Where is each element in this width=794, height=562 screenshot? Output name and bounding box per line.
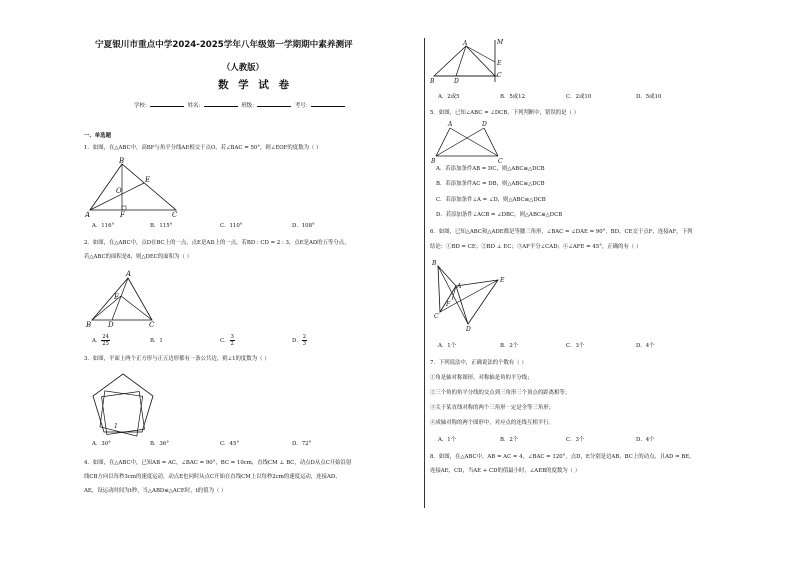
q2-option-d-fraction [302,334,307,347]
q7-stem: 7．下列说法中，正确说法的个数有（ ） [430,360,527,366]
q4-option-a[interactable]: A．2或5 [438,94,460,100]
school-blank[interactable] [150,101,184,107]
q6-label-d: D [466,326,471,333]
q1-option-a[interactable]: A．116° [92,223,115,229]
q5-option-c[interactable]: C．若添加条件∠A = ∠D，则△ABC≌△DCB [436,197,546,203]
q8-line1: 8．如图，在△ABC中，AB = AC = 4，∠BAC = 120°，点D，E分别是边AB，BC上的动点，且AD = BE， [430,454,695,460]
q7-option-d[interactable]: D．4个 [636,437,655,443]
q1-label-a: A [85,211,91,219]
exam-subtitle: （人教版） [222,62,264,72]
q6-label-f: F [446,301,451,308]
q7-item-2: ②三个角的角平分线的交点到三角形三个顶点的距离相等； [430,390,571,396]
q2-frac-c-den: 2 [230,341,234,347]
q6-label-e: E [500,277,505,284]
q5-label-a: A [448,121,453,128]
q1-figure [84,156,184,218]
q4-label-e: E [497,60,502,67]
q4-label-b: B [430,78,435,85]
q4-label-m: M [497,39,504,46]
q2-option-b[interactable]: B．1 [150,338,163,344]
q6-figure [432,258,516,334]
field-class: 班级： [241,103,258,109]
q5-stem: 5．如图，已知∠ABC = ∠DCB，下列判断中，错误的是（ ） [430,110,580,116]
q6-line2: 结论：①BD = CE；②BD ⊥ EC；③AF平分∠CAD；④∠AFE = 45°，正确的有（ ） [430,244,642,250]
field-id: 考号： [294,103,312,109]
q1-label-f: F [120,211,125,219]
q2-label-a: A [126,270,132,278]
exam-title: 宁夏银川市重点中学2024-2025学年八年级第一学期期中素养测评 [95,40,353,50]
exam-name: 数 学 试 卷 [218,79,292,91]
q5-label-d: D [482,121,487,128]
q5-option-d[interactable]: D．若添加条件∠ACB = ∠DBC，则△ABC≌△DCB [436,212,563,218]
q4-line1: 4．如图，在△ABC中，已知AB = AC，∠BAC = 90°，BC = 10cm，直线CM ⊥ BC，动点D从点C开始沿射 [84,460,352,466]
q4-line2: 线CB方向以每秒3cm的速度运动，动点E也同时从点C开始在直线CM上以每秒2cm的速度运动，连接AD、 [84,474,341,480]
q2-stem-line1: 2．如图，在△ABC中，点D在BC上的一点，点E是AD上的一点，若BD : CD = 2 : 3，点E是AD的五等分点， [84,240,350,246]
name-blank[interactable] [204,101,238,107]
q4-label-c: C [497,72,502,79]
q3-stem: 3．如图，平面上两个正方形与正五边形都有一条公共边，则∠1的度数为（ ） [84,356,270,362]
q4-label-d: D [454,78,459,85]
q2-label-b: B [86,321,92,329]
field-name: 姓名： [187,103,204,109]
q7-item-3: ③关于某直线对称的两个三角形一定是全等三角形； [430,405,554,411]
class-blank[interactable] [257,101,291,107]
q5-option-b[interactable]: B．若添加条件AC = DB，则△ABC≌△DCB [436,181,545,187]
q6-option-d[interactable]: D．4个 [636,343,655,349]
q2-option-d-label: D． [292,338,302,344]
q2-frac-a-num: 24 [102,334,109,340]
q3-option-a[interactable]: A．30° [92,441,111,447]
q6-option-b[interactable]: B．2个 [500,343,519,349]
section-heading: 一、单选题 [84,133,111,139]
q3-option-c[interactable]: C．45° [220,441,240,447]
q2-option-c-label: C． [220,338,230,344]
q2-option-a-fraction [101,334,110,347]
q3-option-b[interactable]: B．36° [150,441,169,447]
q6-label-a: A [457,283,462,290]
q2-stem-line2: 若△ABC的面积是8，则△DEC的面积为（ ） [84,254,192,260]
q7-option-c[interactable]: C．3个 [566,437,585,443]
info-fields [134,101,345,110]
q3-figure [88,370,158,436]
q2-option-c-fraction [230,334,235,347]
q6-option-a[interactable]: A．1个 [438,343,457,349]
q6-line1: 6．如图，已知△ABC和△ADE都是等腰三角形，∠BAC = ∠DAE = 90°，BD，CE交于点F，连接AF，下列 [430,229,693,235]
q2-option-a[interactable] [92,334,110,347]
q2-frac-d-num: 2 [302,334,307,340]
q1-label-b: B [119,157,125,165]
q2-frac-c-num: 3 [230,334,234,340]
q4-option-d[interactable]: D．5或10 [636,94,662,100]
q6-option-c[interactable]: C．3个 [566,343,585,349]
q6-label-b: B [432,260,437,267]
q1-label-e: E [145,176,151,184]
q5-label-c: C [498,158,503,165]
q7-option-a[interactable]: A．1个 [438,437,457,443]
q2-label-e: E [114,293,120,301]
q1-stem: 1．如图，在△ABC中，高BF与角平分线AE相交于点O，若∠BAC = 50°，则∠EOF的度数为（ ） [84,145,322,151]
field-school: 学校： [134,103,151,109]
q2-figure [86,268,166,330]
q5-label-b: B [431,158,436,165]
q5-option-a[interactable]: A．若添加条件AB = DC，则△ABC≌△DCB [436,166,545,172]
q2-option-a-label: A． [92,338,102,344]
q3-option-d[interactable]: D．72° [292,441,312,447]
q7-item-1: ①角是轴对称图形，对称轴是角的平分线； [430,375,533,381]
q2-label-d: D [108,321,114,329]
q4-label-a: A [463,40,468,47]
q4-figure [432,38,512,86]
q1-label-c: C [172,211,178,219]
q5-figure [432,120,512,166]
q1-option-c[interactable]: C．110° [220,223,243,229]
q2-option-d[interactable] [292,334,307,347]
q4-option-b[interactable]: B．5或12 [500,94,526,100]
q2-label-c: C [149,321,155,329]
q7-item-4: ④成轴对称的两个图形中，对应点的连线互相平行。 [430,420,554,426]
q8-line2: 连接AE，CD，当AE + CD的值最小时，∠AEB的度数为（ ） [430,468,581,474]
q2-frac-d-den: 3 [302,341,307,347]
q4-option-c[interactable]: C．2或10 [566,94,592,100]
q4-line3: AE，设运动时间为t秒，当△ABD≌△ACE时，t的值为（ ） [84,488,227,494]
q1-option-b[interactable]: B．115° [150,223,173,229]
q1-label-o: O [116,187,122,195]
q3-angle-label: 1 [114,423,118,430]
id-blank[interactable] [311,101,345,107]
column-divider [424,38,425,508]
q2-frac-a-den: 25 [102,341,109,347]
q6-label-c: C [434,313,439,320]
q1-option-d[interactable]: D．108° [292,223,315,229]
q2-option-c[interactable] [220,334,235,347]
q7-option-b[interactable]: B．2个 [500,437,519,443]
